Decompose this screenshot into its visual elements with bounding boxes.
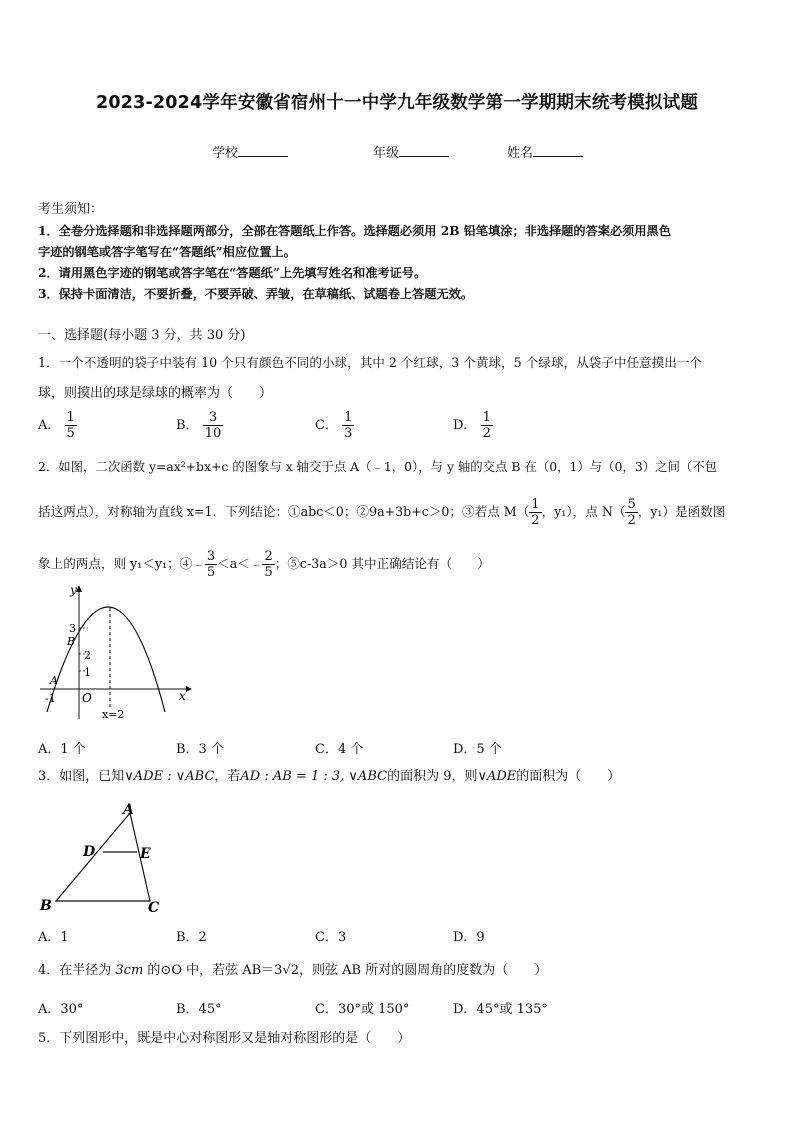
y-axis-label: y [70, 583, 77, 597]
fraction [529, 497, 541, 528]
name-blank [533, 145, 583, 157]
q2-option-a[interactable]: A．1 个 [38, 742, 86, 757]
origin-label: O [82, 691, 92, 705]
q3-text: 的面积为 9，则 [387, 769, 478, 784]
fraction [481, 410, 493, 441]
vertex-c-label: C [148, 900, 160, 916]
point-b-label: B [67, 635, 76, 648]
notice-item-1b: 字迹的钢笔或答字笔写在“答题纸”相应位置上。 [38, 245, 296, 259]
denominator: 5 [206, 565, 216, 580]
numerator: 3 [206, 549, 216, 564]
q2-text: ，y₁）是函数图 [637, 504, 726, 519]
q4-option-a[interactable]: A．30° [38, 1002, 84, 1017]
parabola-curve [47, 607, 165, 712]
x-axis-arrow [186, 686, 192, 692]
q3-text: ，若 [214, 769, 241, 784]
name-label: 姓名 [507, 146, 534, 161]
q1-line-1: 1．一个不透明的袋子中装有 10 个只有颜色不同的小球，其中 2 个红球，3 个黄球，5 个绿球，从袋子中任意摸出一个 [38, 355, 703, 370]
q4-option-d[interactable]: D．45°或 135° [453, 1002, 548, 1017]
grade-blank [399, 145, 449, 157]
notice-heading: 考生须知： [38, 202, 104, 217]
point-d-label: D [83, 844, 96, 860]
vertex-b-label: B [40, 898, 52, 914]
q2-line-2 [38, 492, 725, 532]
q3-line [38, 767, 620, 787]
tick-neg1-label: -1 [45, 692, 56, 705]
fraction [262, 549, 274, 580]
numerator: 1 [344, 410, 353, 425]
q3-math: ∨ADE [477, 769, 517, 784]
numerator: 1 [531, 497, 540, 512]
q1-option-c[interactable] [315, 410, 354, 441]
q1-option-d[interactable] [453, 410, 493, 441]
q3-option-b[interactable]: B．2 [176, 930, 207, 945]
triangle-figure [36, 800, 166, 918]
fraction [203, 410, 224, 441]
option-label: B． [176, 418, 199, 433]
point-e-label: E [140, 846, 151, 862]
q3-option-a[interactable]: A．1 [38, 930, 69, 945]
option-label: D． [453, 418, 477, 433]
denominator: 2 [531, 513, 540, 528]
x-axis-label: x [179, 689, 186, 703]
denominator: 10 [204, 426, 222, 441]
tick-3-label: 3 [69, 622, 76, 635]
q2-option-c[interactable]: C．4 个 [315, 742, 364, 757]
q3-math: ∨ADE : ∨ABC [124, 769, 215, 784]
tick-2-label: 2 [84, 649, 91, 662]
q4-sqrt: √2 [282, 963, 300, 978]
q2-line-1: 2．如图，二次函数 y=ax²+bx+c 的图象与 x 轴交于点 A（﹣1，0），与 y 轴的交点 B 在（0，1）与（0，3）之间（不包 [38, 459, 718, 474]
q2-text: 象上的两点，则 y₁＜y₁；④﹣ [38, 556, 205, 571]
denominator: 2 [627, 513, 636, 528]
page-title: 2023-2024学年安徽省宿州十一中学九年级数学第一学期期末统考模拟试题 [95, 93, 699, 113]
numerator: 5 [627, 497, 636, 512]
grade-label: 年级 [373, 146, 400, 161]
denominator: 3 [344, 426, 353, 441]
q4-text: 4．在半径为 [38, 963, 116, 978]
fraction [65, 410, 77, 441]
fraction [625, 497, 637, 528]
q2-text: ＜a＜﹣ [217, 556, 263, 571]
option-label: A． [38, 418, 61, 433]
numerator: 1 [482, 410, 491, 425]
q2-line-3 [38, 544, 490, 584]
vertex-a-label: A [123, 802, 134, 818]
notice-item-2: 2．请用黑色字迹的钢笔或答字笔在“答题纸”上先填写姓名和准考证号。 [38, 266, 427, 280]
grade-field [373, 142, 449, 161]
q3-text: 的面积为（ ） [516, 769, 621, 784]
denominator: 2 [482, 426, 491, 441]
parabola-graph [36, 582, 196, 724]
option-label: C． [315, 418, 338, 433]
q2-text: ，y₁），点 N（ [541, 504, 626, 519]
denominator: 5 [264, 565, 273, 580]
axis-equation-label: x=2 [102, 708, 125, 721]
name-field [507, 142, 583, 161]
school-blank [238, 145, 288, 157]
fraction [205, 549, 217, 580]
numerator: 3 [203, 410, 224, 426]
q4-option-b[interactable]: B．45° [176, 1002, 222, 1017]
q3-option-c[interactable]: C．3 [315, 930, 347, 945]
q5-line: 5．下列图形中，既是中心对称图形又是轴对称图形的是（ ） [38, 1031, 411, 1046]
q2-option-d[interactable]: D．5 个 [453, 742, 502, 757]
q4-option-c[interactable]: C．30°或 150° [315, 1002, 410, 1017]
q3-option-d[interactable]: D．9 [453, 930, 485, 945]
denominator: 5 [66, 426, 75, 441]
q1-option-a[interactable] [38, 410, 77, 441]
school-label: 学校 [212, 146, 239, 161]
y-axis-arrow [76, 585, 82, 592]
notice-item-3: 3．保持卡面清洁，不要折叠，不要弄破、弄皱，在草稿纸、试题卷上答题无效。 [38, 287, 474, 301]
q4-line [38, 961, 547, 981]
numerator: 1 [66, 410, 75, 425]
numerator: 2 [264, 549, 273, 564]
q2-text: ；⑤c-3a＞0 其中正确结论有（ ） [274, 556, 490, 571]
tick-1-label: 1 [84, 666, 91, 679]
triangle-abc [56, 813, 150, 901]
notice-item-1a: 1．全卷分选择题和非选择题两部分，全部在答题纸上作答。选择题必须用 2B 铅笔填涂；非选择题的答案必须用黑色 [38, 224, 671, 238]
q4-math: 3cm [115, 963, 144, 978]
q4-text: ，则弦 AB 所对的圆周角的度数为（ ） [299, 963, 548, 978]
fraction [342, 410, 354, 441]
q3-text: 3．如图，已知 [38, 769, 125, 784]
q3-math: AD : AB = 1 : 3, ∨ABC [240, 769, 388, 784]
q2-text: 括这两点），对称轴为直线 x=1．下列结论：①abc＜0；②9a+3b+c＞0；③若点 M（ [38, 504, 530, 519]
q1-option-b[interactable] [176, 410, 223, 441]
point-a-label: A [50, 674, 58, 687]
q1-line-2: 球，则摸出的球是绿球的概率为（ ） [38, 386, 273, 401]
q2-option-b[interactable]: B．3 个 [176, 742, 224, 757]
school-field [212, 142, 288, 161]
section-heading: 一、选择题(每小题 3 分，共 30 分) [38, 328, 246, 343]
q4-text: 的⊙O 中，若弦 AB＝3 [143, 963, 283, 978]
